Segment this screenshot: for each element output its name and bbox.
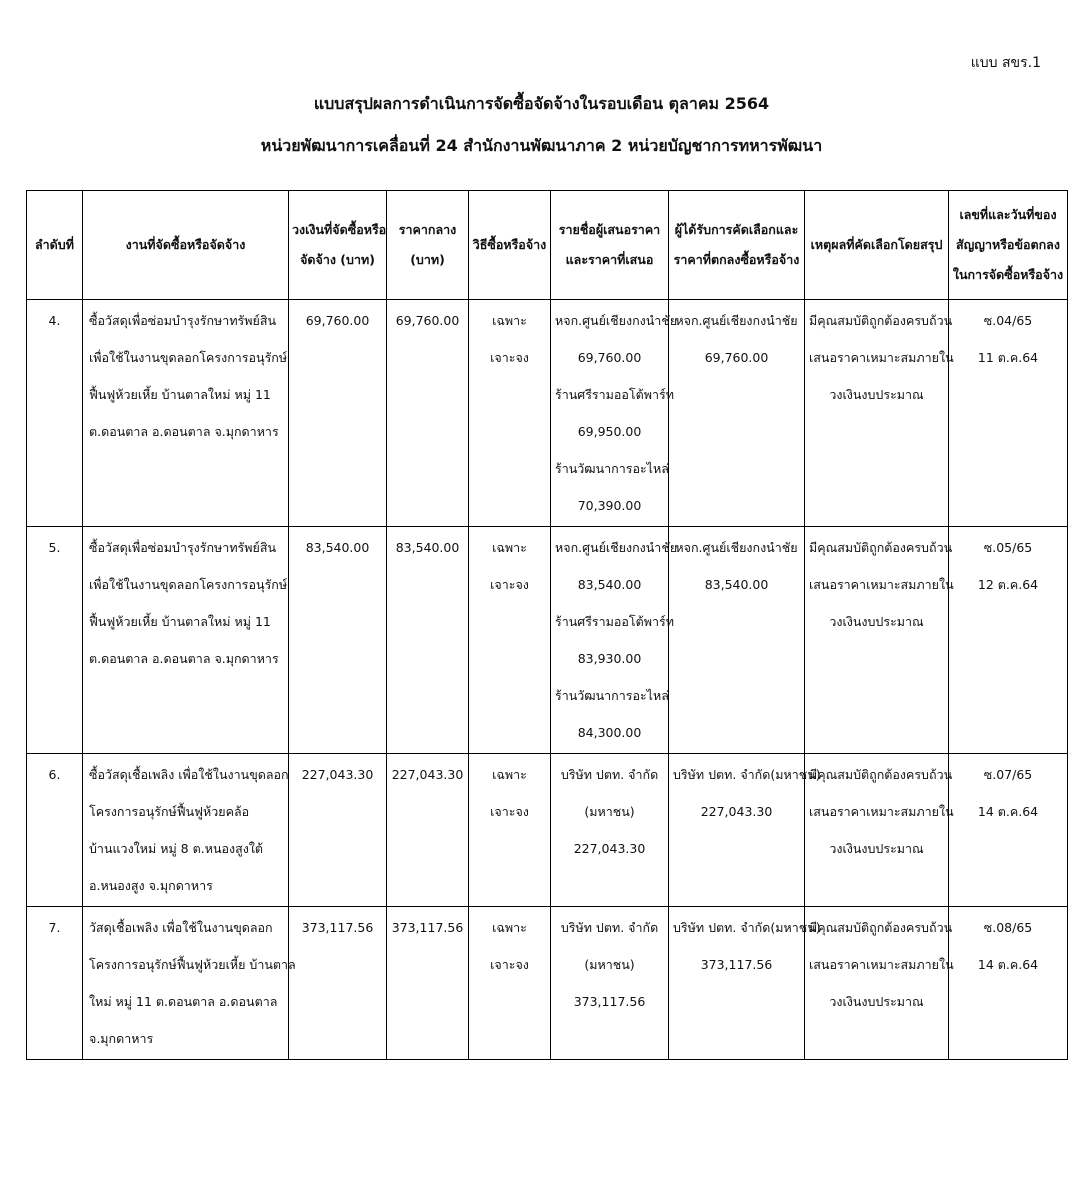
- cell-method: เฉพาะเจาะจง: [469, 527, 551, 754]
- cell-median-price: 227,043.30: [387, 754, 469, 907]
- cell-budget: 69,760.00: [289, 300, 387, 527]
- header-winner: ผู้ได้รับการคัดเลือกและ ราคาที่ตกลงซื้อหรือจ้าง: [669, 191, 805, 300]
- header-median-price: ราคากลาง (บาท): [387, 191, 469, 300]
- cell-contract: ซ.04/65 11 ต.ค.64: [949, 300, 1068, 527]
- cell-task: ซื้อวัสดุเพื่อซ่อมบำรุงรักษาทรัพย์สิน เพื่อใช้ในงานขุดลอกโครงการอนุรักษ์ ฟื้นฟูห้วยเหี้ย บ้านตาลใหม่ หมู่ 11 ต.ดอนตาล อ.ดอนตาล จ.มุกดาหาร: [83, 300, 289, 527]
- cell-task: วัสดุเชื้อเพลิง เพื่อใช้ในงานขุดลอก โครงการอนุรักษ์ฟื้นฟูห้วยเหี้ย บ้านตาล ใหม่ หมู่ 11 ต.ดอนตาล อ.ดอนตาล จ.มุกดาหาร: [83, 907, 289, 1060]
- cell-reason: มีคุณสมบัติถูกต้องครบถ้วน เสนอราคาเหมาะสมภายใน วงเงินงบประมาณ: [805, 907, 949, 1060]
- cell-budget: 83,540.00: [289, 527, 387, 754]
- header-contract: เลขที่และวันที่ของ สัญญาหรือข้อตกลง ในการจัดซื้อหรือจ้าง: [949, 191, 1068, 300]
- header-bidders: รายชื่อผู้เสนอราคา และราคาที่เสนอ: [551, 191, 669, 300]
- table-header-row: [27, 191, 1068, 300]
- table-row: [27, 754, 1068, 907]
- cell-bidders: หจก.ศูนย์เชียงกงนำชัย 83,540.00 ร้านศรีรามออโต้พาร์ท 83,930.00 ร้านวัฒนาการอะไหล่ 84,300.00: [551, 527, 669, 754]
- cell-contract: ซ.08/65 14 ต.ค.64: [949, 907, 1068, 1060]
- cell-reason: มีคุณสมบัติถูกต้องครบถ้วน เสนอราคาเหมาะสมภายใน วงเงินงบประมาณ: [805, 300, 949, 527]
- cell-budget: 373,117.56: [289, 907, 387, 1060]
- table-row: [27, 907, 1068, 1060]
- cell-method: เฉพาะเจาะจง: [469, 300, 551, 527]
- cell-budget: 227,043.30: [289, 754, 387, 907]
- cell-winner: หจก.ศูนย์เชียงกงนำชัย 69,760.00: [669, 300, 805, 527]
- cell-reason: มีคุณสมบัติถูกต้องครบถ้วน เสนอราคาเหมาะสมภายใน วงเงินงบประมาณ: [805, 527, 949, 754]
- document-subtitle: หน่วยพัฒนาการเคลื่อนที่ 24 สำนักงานพัฒนาภาค 2 หน่วยบัญชาการทหารพัฒนา: [260, 136, 823, 155]
- cell-winner: บริษัท ปตท. จำกัด(มหาชน) 227,043.30: [669, 754, 805, 907]
- header-no: ลำดับที่: [27, 191, 83, 300]
- cell-no: 4.: [27, 300, 83, 527]
- cell-task: ซื้อวัสดุเชื้อเพลิง เพื่อใช้ในงานขุดลอก โครงการอนุรักษ์ฟื้นฟูห้วยคล้อ บ้านแวงใหม่ หมู่ 8 ต.หนองสูงใต้ อ.หนองสูง จ.มุกดาหาร: [83, 754, 289, 907]
- cell-no: 6.: [27, 754, 83, 907]
- cell-median-price: 83,540.00: [387, 527, 469, 754]
- cell-median-price: 69,760.00: [387, 300, 469, 527]
- cell-bidders: บริษัท ปตท. จำกัด (มหาชน) 227,043.30: [551, 754, 669, 907]
- cell-method: เฉพาะเจาะจง: [469, 754, 551, 907]
- cell-no: 7.: [27, 907, 83, 1060]
- header-task: งานที่จัดซื้อหรือจัดจ้าง: [83, 191, 289, 300]
- form-code: แบบ สขร.1: [970, 55, 1041, 71]
- cell-no: 5.: [27, 527, 83, 754]
- cell-contract: ซ.05/65 12 ต.ค.64: [949, 527, 1068, 754]
- cell-winner: บริษัท ปตท. จำกัด(มหาชน) 373,117.56: [669, 907, 805, 1060]
- document-title: แบบสรุปผลการดำเนินการจัดซื้อจัดจ้างในรอบเดือน ตุลาคม 2564: [313, 94, 770, 113]
- cell-median-price: 373,117.56: [387, 907, 469, 1060]
- header-budget: วงเงินที่จัดซื้อหรือ จัดจ้าง (บาท): [289, 191, 387, 300]
- cell-task: ซื้อวัสดุเพื่อซ่อมบำรุงรักษาทรัพย์สิน เพื่อใช้ในงานขุดลอกโครงการอนุรักษ์ ฟื้นฟูห้วยเหี้ย บ้านตาลใหม่ หมู่ 11 ต.ดอนตาล อ.ดอนตาล จ.มุกดาหาร: [83, 527, 289, 754]
- table-row: [27, 300, 1068, 527]
- cell-bidders: บริษัท ปตท. จำกัด (มหาชน) 373,117.56: [551, 907, 669, 1060]
- cell-contract: ซ.07/65 14 ต.ค.64: [949, 754, 1068, 907]
- cell-bidders: หจก.ศูนย์เชียงกงนำชัย 69,760.00 ร้านศรีรามออโต้พาร์ท 69,950.00 ร้านวัฒนาการอะไหล่ 70,390.00: [551, 300, 669, 527]
- cell-reason: มีคุณสมบัติถูกต้องครบถ้วน เสนอราคาเหมาะสมภายใน วงเงินงบประมาณ: [805, 754, 949, 907]
- header-method: วิธีซื้อหรือจ้าง: [469, 191, 551, 300]
- table-row: [27, 527, 1068, 754]
- header-reason: เหตุผลที่คัดเลือกโดยสรุป: [805, 191, 949, 300]
- procurement-table: [26, 190, 1068, 1060]
- cell-winner: หจก.ศูนย์เชียงกงนำชัย 83,540.00: [669, 527, 805, 754]
- cell-method: เฉพาะเจาะจง: [469, 907, 551, 1060]
